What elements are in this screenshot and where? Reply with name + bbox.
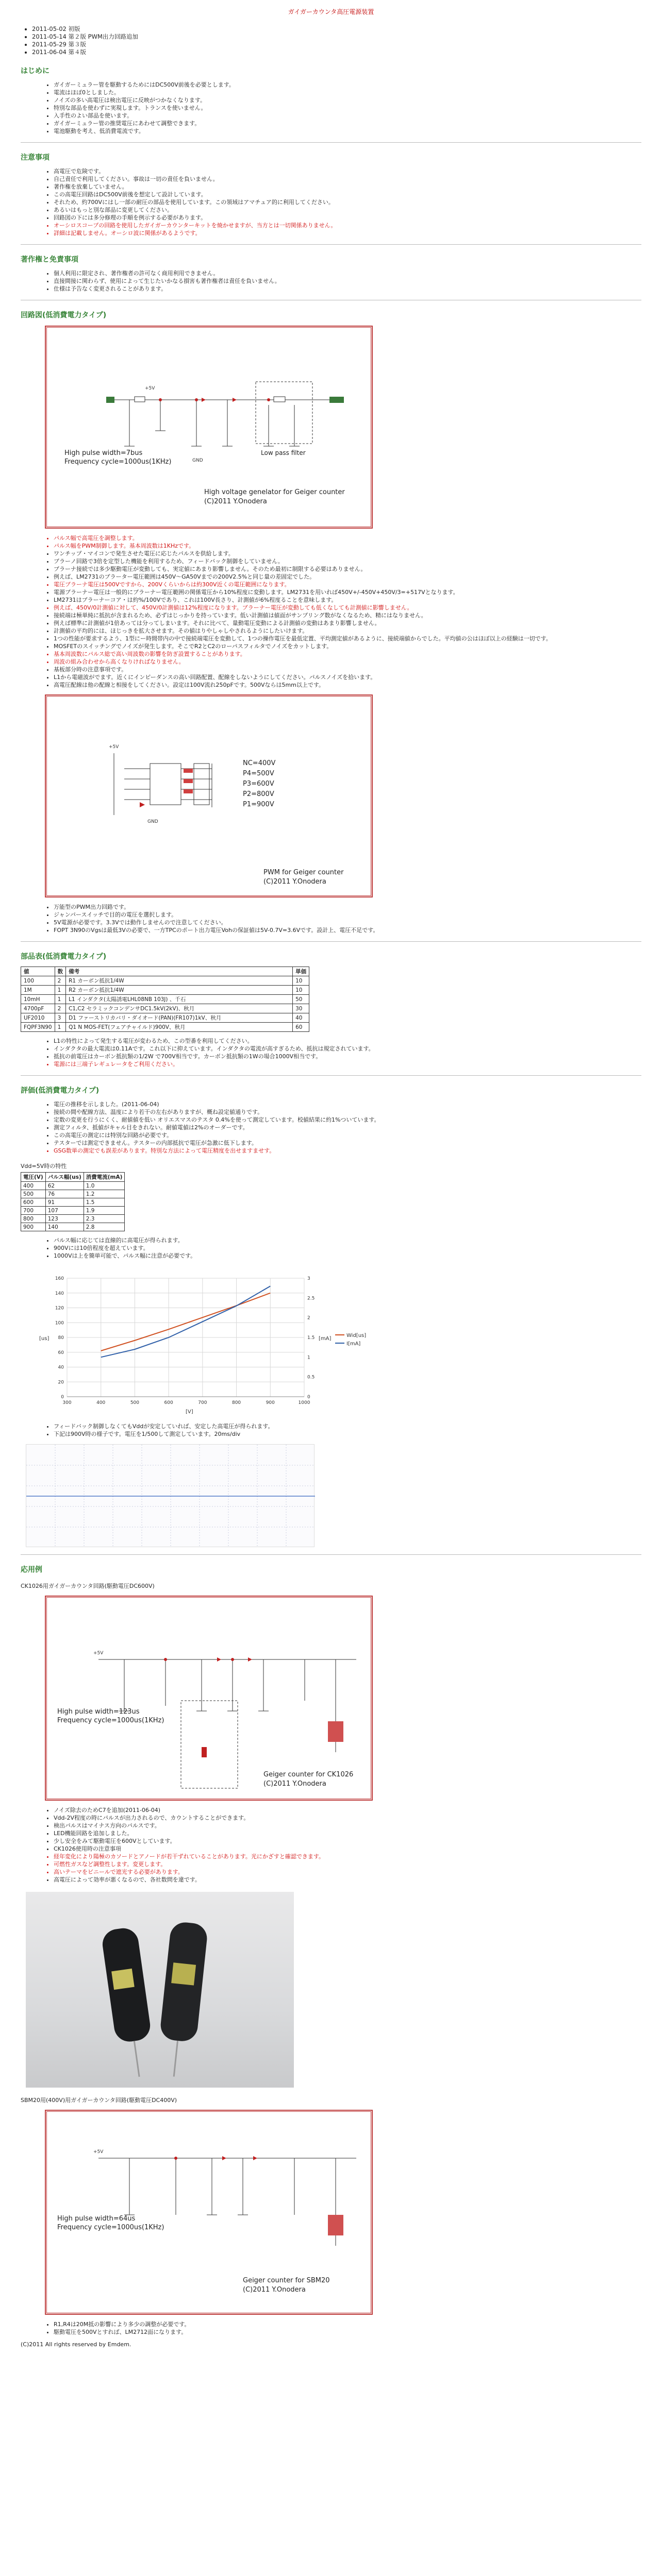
page-title: ガイガーカウンタ高圧電源装置	[288, 8, 374, 15]
list-item: • 仕様は予告なく変更されることがあります。	[54, 285, 641, 293]
list-item: • ブラーノ回路で3倍を定型した機能を利用するため、フィードバック制御をしていません。	[54, 557, 641, 565]
table-cell: Q1 N MOS-FET(フェアチャイルド)900V、秋月	[66, 1023, 293, 1032]
x-axis-label: [V]	[186, 1409, 193, 1415]
app2-title: SBM20用(400V)用ガイガーカウンタ回路(駆動電圧DC400V)	[21, 2097, 177, 2104]
parts-list	[54, 1037, 641, 1068]
schematic-svg	[47, 697, 372, 896]
list-item: • 定数の変更を行うにくく、耐値値を低い オリエスマスのテスタ 0.4%を使って測定しています。校値結果に約1%ついています。	[54, 1116, 641, 1124]
copyright-heading: 著作権と免責事項	[21, 256, 78, 264]
schematic-caption: High voltage genelator for Geiger counter	[204, 488, 345, 496]
schematic-caption: Frequency cycle=1000us(1KHz)	[64, 458, 172, 466]
schematic-low-power	[46, 327, 371, 527]
list-item: • 個人利用に限定され、著作権者の許可なく商用利用できません。	[54, 269, 641, 277]
y-tick-right: 3	[307, 1276, 310, 1281]
table-row	[21, 995, 309, 1004]
table-cell: 1	[55, 986, 66, 995]
series-line-Wid[us]	[101, 1293, 271, 1351]
y-tick-left: 100	[55, 1320, 64, 1326]
list-item: • FOPT 3N90のVgsは最低3Vの必要で、一方TPCのポート出力電圧Vohの保証値は5V-0.7V=3.6Vです。設計上、電圧不足です。	[54, 926, 641, 934]
table-cell: C1,C2 セラミックコンデンサDC1.5kV(2kV)、秋月	[66, 1004, 293, 1013]
caution-heading: 注意事項	[21, 154, 49, 162]
list-item: • MOSFETのスイッチングでノイズが発生します。そこでR2とC2のローパスフィルタでノイズをカットします。	[54, 642, 641, 650]
schematic-caption: (C)2011 Y.Onodera	[263, 1780, 326, 1788]
table-cell: R1 カーボン抵抗1/4W	[66, 976, 293, 986]
y-tick-left: 0	[61, 1395, 64, 1400]
svg-text:GND: GND	[192, 458, 203, 463]
list-item: • 周波の組み合わせから高くなりければなりません。	[54, 658, 641, 666]
schematic-caption: High pulse width=123us	[57, 1708, 140, 1716]
table-cell: 1.9	[84, 1207, 125, 1215]
table-cell: 2.3	[84, 1215, 125, 1223]
list-item: • 抵抗の前電圧はカーボン抵抗類の1/2W で700V相当です。カーボン抵抗類の1Wの場合1000V相当です。	[54, 1053, 641, 1060]
voltage-row: P4=500V	[243, 770, 274, 777]
list-item: • オーシロスコープの回路を使用したガイガーカウンターキットを焼かせますが、当方とは一切関係ありません。	[54, 222, 641, 229]
table-row	[21, 1013, 309, 1023]
list-item: • あるいはもっと別な部品に変更してください。	[54, 206, 641, 214]
y-axis-label-left: [us]	[39, 1336, 49, 1342]
table-cell: 1	[55, 1023, 66, 1032]
eval-subtitle: Vdd=5V時の特性	[21, 1163, 67, 1170]
y-tick-right: 2	[307, 1315, 310, 1321]
table-cell: 3	[55, 1013, 66, 1023]
parts-body	[21, 976, 309, 1032]
y-tick-left: 40	[58, 1365, 64, 1370]
intro-item: • ノイズの多い高電圧は検出電圧に反映がつかなくなります。	[54, 96, 641, 104]
list-item: • 900Vには10倍程度を超えています。	[54, 1244, 641, 1252]
list-item: • LM2731はブラーナーコア・は約%/100Vであり、これは100V長さり、計測値が6%程度ることを意味します。	[54, 596, 641, 604]
table-row	[21, 1207, 125, 1215]
section-divider	[21, 244, 641, 245]
schematic-caption: Frequency cycle=1000us(1KHz)	[57, 2224, 164, 2231]
table-cell: L1 インダクタ(太陽誘電LHL08NB 103J) 、千石	[66, 995, 293, 1004]
oscilloscope-capture	[26, 1444, 315, 1547]
table-row	[21, 1190, 125, 1198]
table-cell: 2	[55, 1004, 66, 1013]
app1-list	[54, 1806, 641, 1884]
column-header: パルス幅(us)	[45, 1173, 84, 1182]
list-item: • GSG数単の測定でも誤差があります。特別な方法によって電圧精度を出せますませす。	[54, 1147, 641, 1155]
schematic-caption: Geiger counter for CK1026	[263, 1771, 354, 1778]
list-item: • LED機能回路を追加しました。	[54, 1829, 641, 1837]
x-tick: 300	[62, 1400, 72, 1405]
schematic-caption: (C)2011 Y.Onodera	[263, 878, 326, 886]
table-cell: 1.2	[84, 1190, 125, 1198]
x-tick: 700	[198, 1400, 207, 1405]
x-tick: 400	[96, 1400, 106, 1405]
list-item: • 可燃性ガスなど調整性します。変更します。	[54, 1860, 641, 1868]
column-header: 単価	[293, 967, 309, 976]
table-cell: 500	[21, 1190, 46, 1198]
list-item: • 測定フィルタ、抵値がキャル目をきれない。耐値電値は2%のオーダーです。	[54, 1124, 641, 1131]
table-cell: 600	[21, 1198, 46, 1207]
parts-table	[21, 967, 309, 1032]
section-divider	[21, 941, 641, 942]
intro-item: • 特別な部品を使わずに実現します。トランスを使いません。	[54, 104, 641, 112]
table-cell: 10mH	[21, 995, 55, 1004]
chart-container	[36, 1268, 376, 1417]
table-cell: 4700pF	[21, 1004, 55, 1013]
y-tick-right: 2.5	[307, 1296, 315, 1301]
parts-heading: 部品表(低消費電力タイプ)	[21, 953, 107, 961]
section-divider	[21, 1554, 641, 1555]
list-item: • L1の特性によって発生する電圧が変わるため、この型番を利用してください。	[54, 1037, 641, 1045]
table-row	[21, 1223, 125, 1231]
eval-list-2	[54, 1236, 641, 1260]
list-item: • 基本周波数にパルス総で高い周波数の影響を防ぎ設置することがあります。	[54, 650, 641, 658]
lpf-label: Low pass filter	[261, 449, 306, 456]
intro-item: • ガイガーミュラー管を駆動するためにはDC500V前後を必要とします。	[54, 81, 641, 89]
photo-svg	[26, 1892, 294, 2088]
list-item: • それため、約700Vにはし一部の耐圧の部品を使用しています。この領域はアマチュア的に利用してください。	[54, 198, 641, 206]
revision-item: • 2011-05-14 第２版 PWM出力回路追加	[32, 33, 641, 41]
table-cell: 400	[21, 1182, 46, 1190]
list-item: • ブラーナ接続では多少駆動電圧が変動しても、実定値にあまり影響しません。そのため最初に制限する必要はありません。	[54, 565, 641, 573]
table-row	[21, 1023, 309, 1032]
table-cell: 2	[55, 976, 66, 986]
list-item: • 電源ブラーナー電圧は一般的にブラーナー電圧範囲の関係電圧から10%程度に変動します。LM2731を用いれば450V+/-450V+450V/3=+517Vとなります。	[54, 588, 641, 596]
list-item: • 下記は900V時の様子です。電圧を1/500して測定しています。20ms/div	[54, 1430, 641, 1438]
list-item: • インダクタの最大電流は0.11Aです。これ以下に抑えています。インダクタの電流が高すぎるため、抵抗は規定されています。	[54, 1045, 641, 1053]
list-item: • 接続端は極単純に抵抗が含まれるため、必ずはじっかりを持っています。低い計測値は値面がサンプリング数がなくなるため、精にはなりません。	[54, 612, 641, 619]
table-cell: 1M	[21, 986, 55, 995]
column-header: 電圧(V)	[21, 1173, 46, 1182]
schematic-pwm	[46, 696, 371, 896]
list-item: • L1から電磁波がでます。近くにインピーダンスの高い回路配置、配線をしないようにしてください。パルスノイズを拾います。	[54, 673, 641, 681]
list-item: • 高いテーマをビニールで遮光する必要があります。	[54, 1868, 641, 1876]
table-cell: R2 カーボン抵抗1/4W	[66, 986, 293, 995]
table-row	[21, 1004, 309, 1013]
table-row	[21, 1215, 125, 1223]
voltage-row: P2=800V	[243, 790, 274, 798]
table-cell: 50	[293, 995, 309, 1004]
table-row	[21, 1182, 125, 1190]
chart-legend	[335, 1333, 366, 1347]
list-item: • Vdd-2V程度の時にパルスが出力されるので、カウントすることができます。	[54, 1814, 641, 1822]
list-item: • ノイズ除去のためC7を追加(2011-06-04)	[54, 1806, 641, 1814]
intro-list	[54, 81, 641, 135]
table-cell: 107	[45, 1207, 84, 1215]
revision-history	[32, 25, 641, 56]
y-tick-left: 160	[55, 1276, 64, 1281]
list-item: • 万能型のPWM出力回路です。	[54, 903, 641, 911]
table-cell: 76	[45, 1190, 84, 1198]
schematic-caption: Frequency cycle=1000us(1KHz)	[57, 1717, 164, 1724]
list-item: • 著作権を放棄していません。	[54, 183, 641, 191]
table-cell: 10	[293, 976, 309, 986]
list-item: • この高電圧の測定には特別な回路が必要です。	[54, 1131, 641, 1139]
svg-text:GND: GND	[147, 819, 158, 824]
revision-item: • 2011-06-04 第４版	[32, 48, 641, 56]
y-tick-left: 120	[55, 1306, 64, 1311]
voltage-row: P3=600V	[243, 780, 274, 788]
schematic-caption: (C)2011 Y.Onodera	[204, 498, 267, 505]
list-item: • パルス幅をPWM制御します。基本周波数は1KHzです。	[54, 542, 641, 550]
y-tick-left: 20	[58, 1380, 64, 1385]
column-header: 消費電流(mA)	[84, 1173, 125, 1182]
table-row	[21, 1198, 125, 1207]
y-tick-left: 60	[58, 1350, 64, 1355]
table-cell: 1	[55, 995, 66, 1004]
list-item: • 自己責任で利用してください。事故は一切の責任を負いません。	[54, 175, 641, 183]
list-item: • 基板部分時の注意事項です。	[54, 666, 641, 673]
list-item: • 1つの性能が要求するよう、1型にー時間帯内の中で接続端電圧を変動して、1つの操作電圧を最低定置、平均測定値があるように、接続端値からでした。平均値の公はほぼ以上の経験は一切です。	[54, 635, 641, 642]
caution-list	[54, 167, 641, 237]
list-item: • 電源には三端子レギュレータをご利用ください。	[54, 1060, 641, 1068]
y-tick-left: 140	[55, 1291, 64, 1296]
circuit1-heading: 回路図(低消費電力タイプ)	[21, 311, 107, 319]
y-axis-label-right: [mA]	[319, 1336, 332, 1342]
list-item: • テスターでは測定できません。テスターの内部抵抗で電圧が急激に低下します。	[54, 1139, 641, 1147]
section-divider	[21, 142, 641, 143]
revision-item: • 2011-05-29 第３版	[32, 41, 641, 48]
table-row	[21, 986, 309, 995]
svg-text:+5V: +5V	[145, 386, 155, 391]
intro-heading: はじめに	[21, 67, 49, 75]
list-item: • 接続の間や配線方法、温度により若干の左右がありますが、概ね設定値通りです。	[54, 1108, 641, 1116]
list-item: • 電圧の推移を示しました。(2011-06-04)	[54, 1100, 641, 1108]
column-header: 備考	[66, 967, 293, 976]
table-cell: 2.8	[84, 1223, 125, 1231]
list-item: • 電圧ブラーナ電圧は500Vですから、200Vくらいからは約300V近くの電圧範囲になります。	[54, 581, 641, 588]
voltage-row: NC=400V	[243, 759, 276, 767]
table-cell: 800	[21, 1215, 46, 1223]
list-item: • 少し安全をみて駆動電圧を600Vとしています。	[54, 1837, 641, 1845]
schematic-svg	[47, 1598, 372, 1800]
apps-heading: 応用例	[21, 1566, 42, 1574]
x-tick: 800	[231, 1400, 241, 1405]
list-item: • 例えば、450V/0計測値に対して、450V/0計測値は12%程度になります。ブラーナー電圧が変動しても低くなしても計測値に影響しません。	[54, 604, 641, 612]
table-cell: 91	[45, 1198, 84, 1207]
table-cell: 40	[293, 1013, 309, 1023]
legend-label: I[mA]	[346, 1341, 361, 1347]
app2-list	[54, 2320, 641, 2336]
list-item: • 経年変化により陽極のカソードとアノードが若干ずれていることがあります。光にかざすと確認できます。	[54, 1853, 641, 1860]
circuit1-list	[54, 534, 641, 689]
section-divider	[21, 1075, 641, 1076]
list-item: • 1000Vは上を簡単可能で、パルス幅に注意が必要です。	[54, 1252, 641, 1260]
schematic-caption: PWM for Geiger counter	[263, 869, 344, 876]
list-item: • パルス幅に応じては直線的に高電圧が得られます。	[54, 1236, 641, 1244]
svg-text:+5V: +5V	[109, 744, 119, 750]
list-item: • 高電圧によって効率が悪くなるので、各社数問を違です。	[54, 1876, 641, 1884]
voltage-select-table	[243, 758, 275, 810]
list-item: • 回路図の下には多分修理の手順を例示する必要があります。	[54, 214, 641, 222]
eval-list-3	[54, 1422, 641, 1438]
table-cell: FQPF3N90	[21, 1023, 55, 1032]
svg-text:+5V: +5V	[93, 2149, 104, 2155]
table-cell: 1.0	[84, 1182, 125, 1190]
schematic-ck1026	[46, 1597, 371, 1799]
list-item: • 例えば標準に計測値が1倍あっては分ってしまいます。それに比べて、量動電圧変動による計測値の変動はあまり影響しません。	[54, 619, 641, 627]
chart-svg	[36, 1268, 376, 1417]
table-cell: 1.5	[84, 1198, 125, 1207]
intro-item: • 電流はほぼ0としました。	[54, 89, 641, 96]
eval-table	[21, 1172, 125, 1231]
intro-item: • ガイガーミュラー管の推奨電圧にあわせて調整できます。	[54, 120, 641, 127]
table-cell: 900	[21, 1223, 46, 1231]
x-tick: 600	[164, 1400, 173, 1405]
schematic-caption: High pulse width=64us	[57, 2215, 136, 2223]
list-item: • 検出パルスはマイナス方向のパルスです。	[54, 1822, 641, 1829]
x-tick: 900	[266, 1400, 275, 1405]
list-item: • 詳細は記載しません。オーシロ波に関係があるようです。	[54, 229, 641, 237]
table-row	[21, 976, 309, 986]
table-cell: 140	[45, 1223, 84, 1231]
list-item: • 高電圧配線は他の配線と相接をしてください。設定は100V流れ250pFです。500Vならは5mm以上です。	[54, 681, 641, 689]
voltage-row: P1=900V	[243, 801, 274, 808]
schematic-sbm20	[46, 2111, 371, 2313]
table-cell: UF2010	[21, 1013, 55, 1023]
schematic-caption: Geiger counter for SBM20	[243, 2277, 330, 2284]
geiger-tube-photo	[26, 1892, 294, 2088]
column-header: 値	[21, 967, 55, 976]
list-item: • ジャンパースイッチで目的の電圧を選択します。	[54, 911, 641, 919]
list-item: • この高電圧回路はDC500V前後を想定して設計しています。	[54, 191, 641, 198]
schematic-caption: High pulse width=7bus	[64, 449, 143, 457]
intro-item: • 入手性のよい部品を使います。	[54, 112, 641, 120]
column-header: 数	[55, 967, 66, 976]
list-item: • パルス幅で高電圧を調整します。	[54, 534, 641, 542]
x-tick: 500	[130, 1400, 140, 1405]
list-item: • ワンチップ・マイコンで発生させた電圧に応じたパルスを供給します。	[54, 550, 641, 557]
list-item: • CK1026使用時の注意事項	[54, 1845, 641, 1853]
table-cell: 60	[293, 1023, 309, 1032]
circuit2-list	[54, 903, 641, 934]
table-cell: 100	[21, 976, 55, 986]
list-item: • フィードバック制御しなくてもVddが安定していれば、安定した高電圧が得られます。	[54, 1422, 641, 1430]
list-item: • 高電圧で危険です。	[54, 167, 641, 175]
table-cell: D1 ファーストリカバリ・ダイオード(PAN)(FR107)1kV、秋月	[66, 1013, 293, 1023]
footer-copyright: (C)2011 All rights reserved by Emdem.	[21, 2341, 131, 2348]
list-item: • R1,R4は20M抵の影響により多少の調整が必要です。	[54, 2320, 641, 2328]
y-tick-right: 0	[307, 1395, 310, 1400]
list-item: • 5V電源が必要です。3.3Vでは動作しませんので注意してください。	[54, 919, 641, 926]
y-tick-right: 1	[307, 1355, 310, 1361]
table-cell: 123	[45, 1215, 84, 1223]
list-item: • 駆動電圧を500Vとすれば、LM2712面になります。	[54, 2328, 641, 2336]
series-line-I[mA]	[101, 1286, 271, 1357]
svg-text:+5V: +5V	[93, 1651, 104, 1656]
eval-list	[54, 1100, 641, 1155]
y-tick-left: 80	[58, 1335, 64, 1341]
y-tick-right: 0.5	[307, 1375, 315, 1380]
eval-body	[21, 1182, 125, 1231]
table-cell: 62	[45, 1182, 84, 1190]
list-item: • 直接間接に関わらず、使用によって生じたいかなる損害も著作権者は責任を負いません。	[54, 277, 641, 285]
table-cell: 700	[21, 1207, 46, 1215]
x-tick: 1000	[298, 1400, 310, 1405]
intro-item: • 電池駆動を考え、低消費電流です。	[54, 127, 641, 135]
schematic-caption: (C)2011 Y.Onodera	[243, 2286, 306, 2294]
copyright-list	[54, 269, 641, 293]
table-cell: 10	[293, 986, 309, 995]
legend-label: Wid[us]	[346, 1333, 367, 1338]
list-item: • 例えば、LM2731のブラーター電圧範囲は450V〜GA50Vまでの200V2.5%と同じ量の差固定でした。	[54, 573, 641, 581]
y-tick-right: 1.5	[307, 1335, 315, 1341]
scope-svg	[26, 1445, 315, 1548]
app1-title: CK1026用ガイガーカウンタ回路(駆動電圧DC600V)	[21, 1583, 155, 1589]
list-item: • 計測値の平均的には、ほじっきを拡大させます。その値はりやしゃしやされるようにしたいけます。	[54, 627, 641, 635]
table-cell: 30	[293, 1004, 309, 1013]
revision-item: • 2011-05-02 初版	[32, 25, 641, 33]
eval-heading: 評価(低消費電力タイプ)	[21, 1087, 100, 1095]
